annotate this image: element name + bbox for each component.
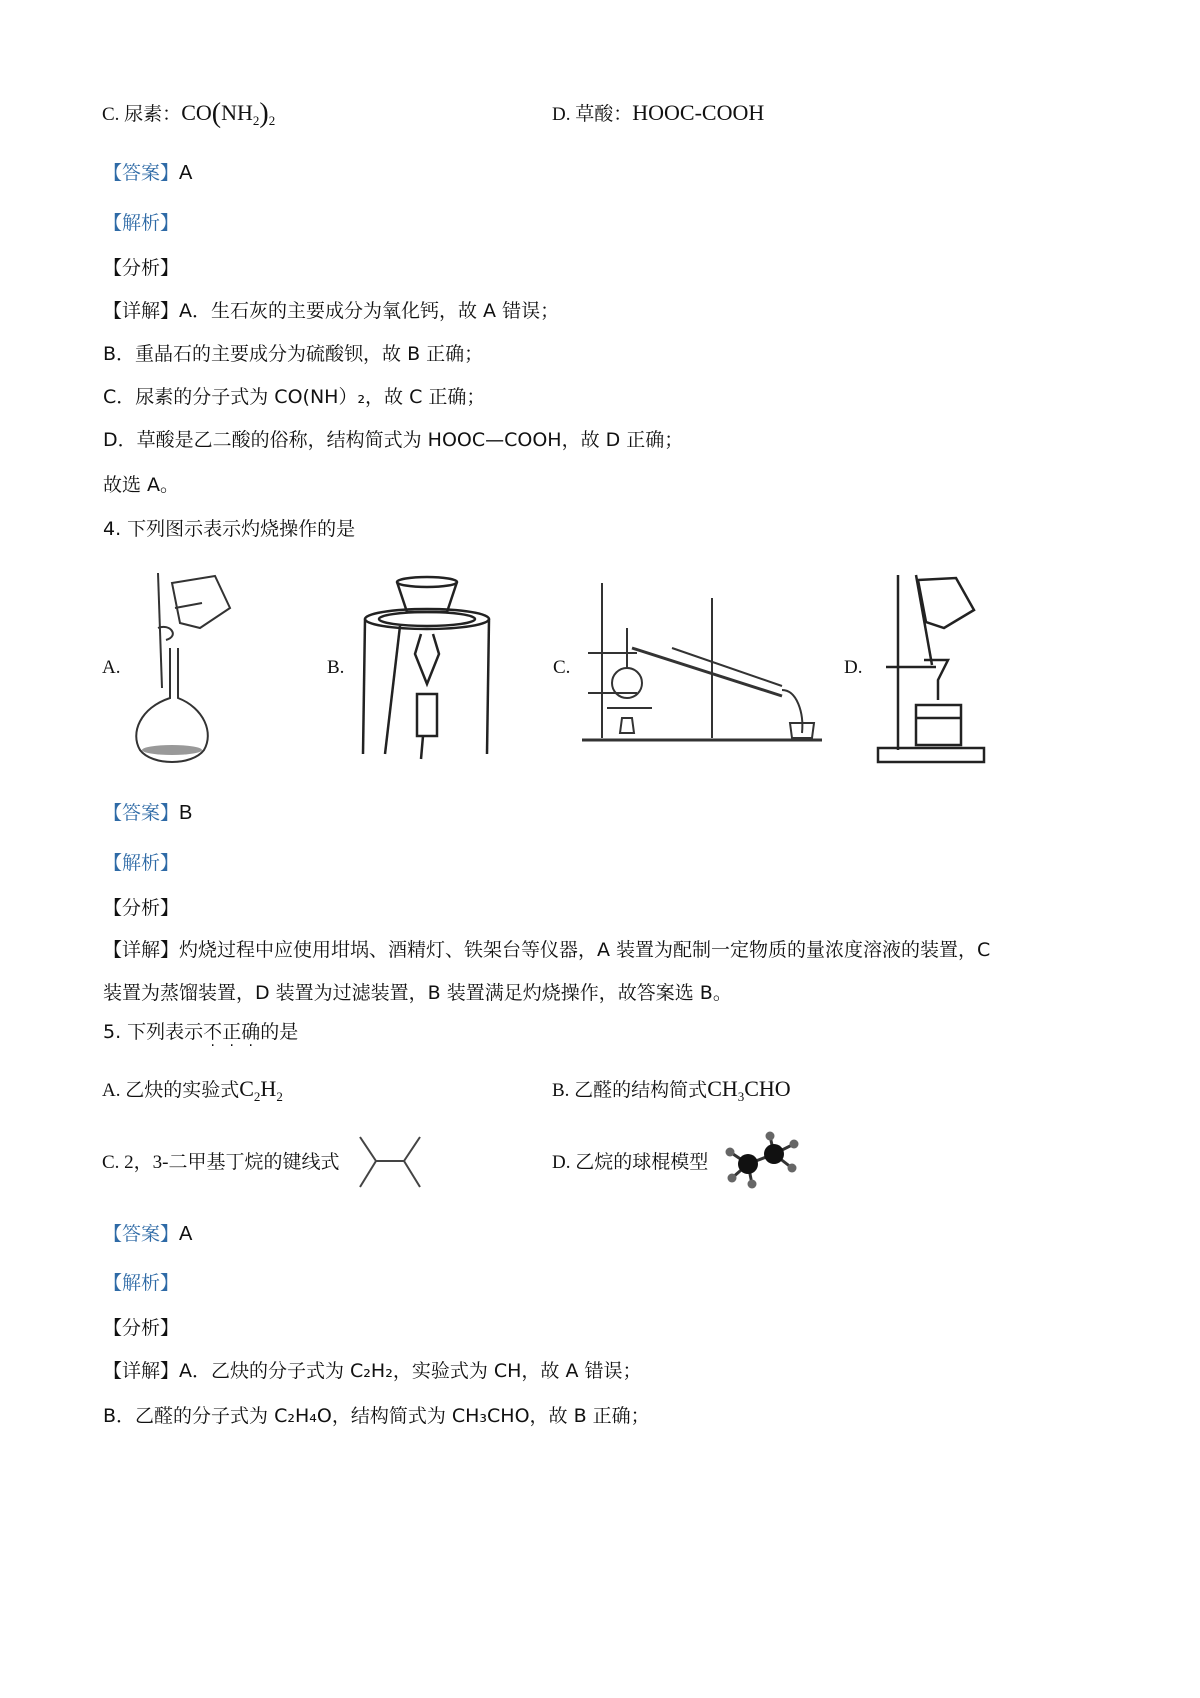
q5-answer: [103, 1221, 192, 1247]
distillation-apparatus-figure: [582, 578, 832, 748]
q4-analysis-tag: 【解析】: [103, 852, 180, 874]
crucible-tripod-burner-figure: [355, 574, 495, 759]
answer-value: B: [179, 802, 193, 824]
volumetric-flask-figure: [130, 568, 240, 768]
ball-and-stick-model: [722, 1132, 802, 1190]
q4-label-c: C.: [553, 657, 571, 678]
q4-fenxi-tag: 【分析】: [103, 897, 180, 919]
bond-line-structure: [358, 1135, 428, 1190]
formula-subscript: 3: [737, 1089, 745, 1104]
q5-option-c: C. 2，3-二甲基丁烷的键线式: [102, 1152, 340, 1173]
q3-detail-line: B．重晶石的主要成分为硫酸钡，故 B 正确；: [103, 343, 484, 365]
q4-label-b: B.: [327, 657, 345, 678]
q5-option-d: D. 乙烷的球棍模型: [552, 1152, 709, 1173]
q3-conclusion: 故选 A。: [103, 474, 180, 496]
answer-tag: 【答案】: [103, 1223, 180, 1245]
q3-detail-line: 【详解】A．生石灰的主要成分为氧化钙，故 A 错误；: [103, 300, 560, 322]
formula-subscript: 2: [268, 113, 276, 128]
formula-part: C: [239, 1076, 254, 1101]
q3-option-c: [102, 100, 275, 134]
q3-option-d: [552, 100, 764, 128]
q4-label-a: A.: [102, 657, 121, 678]
q3-detail-line: D．草酸是乙二酸的俗称，结构简式为 HOOC—COOH，故 D 正确；: [103, 429, 684, 451]
formula-subscript: 2: [253, 1089, 261, 1104]
q3-answer: [103, 160, 192, 186]
q5-analysis-tag: 【解析】: [103, 1272, 180, 1294]
q4-detail-line: 【详解】灼烧过程中应使用坩埚、酒精灯、铁架台等仪器，A 装置为配制一定物质的量浓度溶液的装置，C: [103, 939, 991, 961]
q5-option-b: [552, 1076, 791, 1110]
q5-detail-line: B．乙醛的分子式为 C₂H₄O，结构简式为 CH₃CHO，故 B 正确；: [103, 1405, 650, 1427]
q5-option-a-label: A. 乙炔的实验式: [102, 1080, 240, 1101]
answer-value: A: [179, 162, 193, 184]
q4-label-d: D.: [844, 657, 863, 678]
formula-part: NH: [221, 100, 253, 125]
answer-value: A: [179, 1223, 193, 1245]
formula-part: H: [260, 1076, 277, 1101]
formula-subscript: 2: [252, 113, 260, 128]
formula-subscript: 2: [276, 1089, 283, 1104]
q3-option-c-formula: $CO(NH_2)_2$: [181, 98, 276, 129]
q5-option-b-formula: [707, 1076, 791, 1104]
q5-option-a-formula: [239, 1076, 283, 1104]
q4-stem: 4. 下列图示表示灼烧操作的是: [103, 518, 356, 540]
q5-stem-pre: 5. 下列表示: [103, 1021, 204, 1043]
formula-part: CHO: [744, 1076, 791, 1101]
q5-fenxi-tag: 【分析】: [103, 1317, 180, 1339]
formula-part: CO: [181, 100, 212, 125]
q5-detail-line: 【详解】A．乙炔的分子式为 C₂H₂，实验式为 CH，故 A 错误；: [103, 1360, 642, 1382]
q4-answer: [103, 800, 192, 826]
q3-detail-line: C．尿素的分子式为 CO(NH）₂，故 C 正确；: [103, 386, 486, 408]
q5-stem-post: 的是: [260, 1021, 299, 1043]
q3-option-d-label: D. 草酸：: [552, 104, 633, 125]
q3-option-c-label: C. 尿素：: [102, 104, 182, 125]
q5-stem-emphasis: 不: [203, 1021, 223, 1043]
q3-analysis-tag: 【解析】: [103, 212, 180, 234]
answer-tag: 【答案】: [103, 162, 180, 184]
q3-fenxi-tag: 【分析】: [103, 257, 180, 279]
q4-detail-line: 装置为蒸馏装置，D 装置为过滤装置，B 装置满足灼烧操作，故答案选 B。: [103, 982, 732, 1004]
formula-part: CH: [707, 1076, 738, 1101]
q5-option-b-label: B. 乙醛的结构简式: [552, 1080, 708, 1101]
filtration-apparatus-figure: [876, 570, 986, 770]
answer-tag: 【答案】: [103, 802, 180, 824]
q5-stem-emphasis: 确: [241, 1021, 261, 1043]
q5-stem: [103, 1019, 298, 1045]
q5-stem-emphasis: 正: [222, 1021, 242, 1043]
q5-option-a: [102, 1076, 283, 1110]
q3-option-d-formula: HOOC-COOH: [632, 100, 765, 125]
